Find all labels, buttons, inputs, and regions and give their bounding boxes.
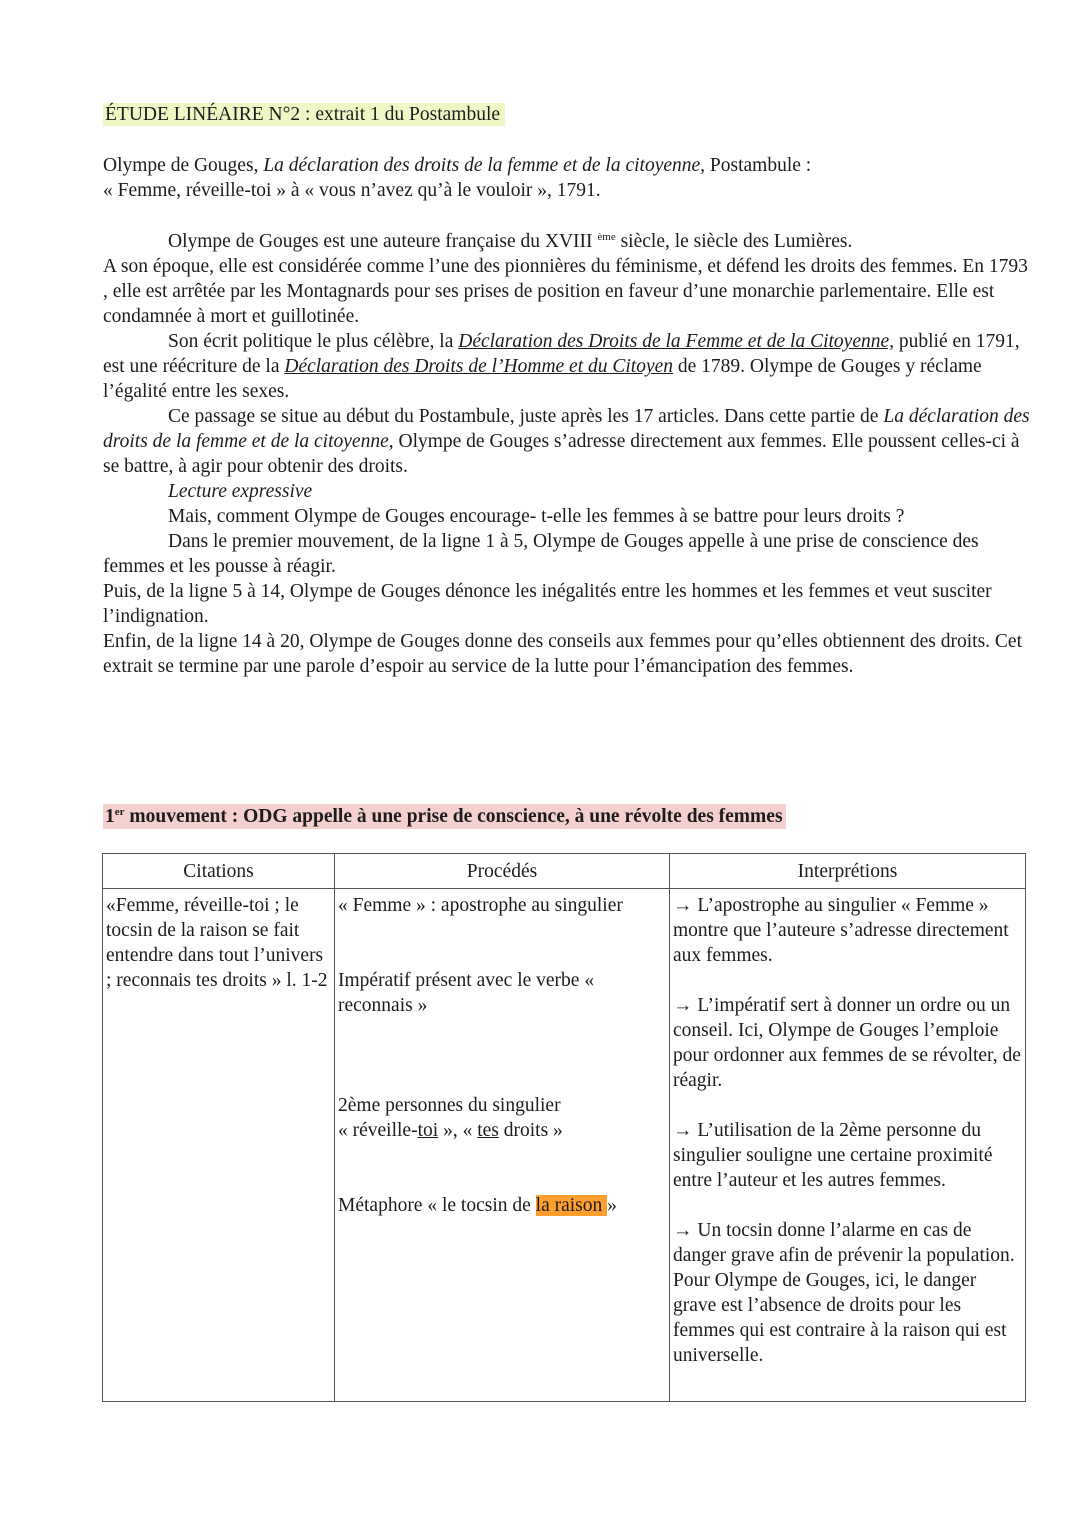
source-reference: Olympe de Gouges, La déclaration des droits de la femme et de la citoyenne, Postambule : « Femme, réveille-toi » à « vous n’avez qu’à le vouloir », 1791. (103, 155, 812, 201)
procede-1: « Femme » : apostrophe au singulier (338, 895, 623, 916)
interpretations-cell (670, 889, 1026, 1402)
intro-paragraph: Ce passage se situe au début du Postambule, juste après les 17 articles. Dans cette partie de La déclaration des droits de la femme et de la citoyenne, Olympe de Gouges s’adresse directement aux femmes. Elle poussent celles-ci à se battre, à agir pour obtenir des droits. (103, 406, 1030, 477)
procedes-cell (335, 889, 670, 1402)
analysis-table (102, 853, 1026, 1402)
procede-3: 2ème personnes du singulier « réveille-toi », « tes droits » (338, 1095, 563, 1141)
problematic: Mais, comment Olympe de Gouges encourage- t-elle les femmes à se battre pour leurs droits ? (168, 506, 905, 527)
intro-paragraph: Son écrit politique le plus célèbre, la Déclaration des Droits de la Femme et de la Citoyenne, publié en 1791, est une réécriture de la Déclaration des Droits de l’Homme et du Citoyen de 1789. Olympe de Gouges y réclame l’égalité entre les sexes. (103, 331, 1020, 402)
reading-note: Lecture expressive (168, 481, 313, 502)
plan-movement-3: Enfin, de la ligne 14 à 20, Olympe de Gouges donne des conseils aux femmes pour qu’elles obtiennent des droits. Cet extrait se termine par une parole d’espoir au service de la lutte pour l’émancipation des femmes. (103, 631, 1023, 677)
interpretation-3: → L’utilisation de la 2ème personne du singulier souligne une certaine proximité entre l’auteur et les autres femmes. (673, 1120, 993, 1191)
column-header-procedes: Procédés (335, 854, 670, 889)
citation-cell: «Femme, réveille-toi ; le tocsin de la raison se fait entendre dans tout l’univers ; reconnais tes droits » l. 1-2 (103, 889, 335, 1402)
procede-4: Métaphore « le tocsin de la raison » (338, 1195, 617, 1216)
column-header-interpretations: Interprétions (670, 854, 1026, 889)
plan-movement-2: Puis, de la ligne 5 à 14, Olympe de Gouges dénonce les inégalités entre les hommes et les femmes et veut susciter l’indignation. (103, 581, 992, 627)
table-header-row (103, 854, 1026, 889)
introduction (103, 229, 1033, 679)
movement-heading: 1er mouvement : ODG appelle à une prise de conscience, à une révolte des femmes (103, 804, 786, 829)
intro-paragraph: A son époque, elle est considérée comme l’une des pionnières du féminisme, et défend les droits des femmes. En 1793 , elle est arrêtée par les Montagnards pour ses prises de position en faveur d’une monarchie parlementaire. Elle est condamnée à mort et guillotinée. (103, 256, 1028, 327)
page-title: ÉTUDE LINÉAIRE N°2 : extrait 1 du Postambule (103, 102, 1033, 127)
intro-paragraph: Olympe de Gouges est une auteure française du XVIII $^{ème}$ siècle, le siècle des Lumières. (168, 231, 853, 252)
plan-movement-1: Dans le premier mouvement, de la ligne 1 à 5, Olympe de Gouges appelle à une prise de conscience des femmes et les pousse à réagir. (103, 531, 979, 577)
interpretation-1: → L’apostrophe au singulier « Femme » montre que l’auteure s’adresse directement aux femmes. (673, 895, 1009, 966)
column-header-citations: Citations (103, 854, 335, 889)
procede-2: Impératif présent avec le verbe « reconnais » (338, 970, 595, 1016)
interpretation-4: → Un tocsin donne l’alarme en cas de danger grave afin de prévenir la population. Pour Olympe de Gouges, ici, le danger grave est l’absence de droits pour les femmes qui est contraire à la raison qui est universelle. (673, 1220, 1015, 1366)
interpretation-2: → L’impératif sert à donner un ordre ou un conseil. Ici, Olympe de Gouges l’emploie pour ordonner aux femmes de se révolter, de réagir. (673, 995, 1021, 1091)
document-page (103, 102, 1033, 679)
table-row (103, 889, 1026, 1402)
